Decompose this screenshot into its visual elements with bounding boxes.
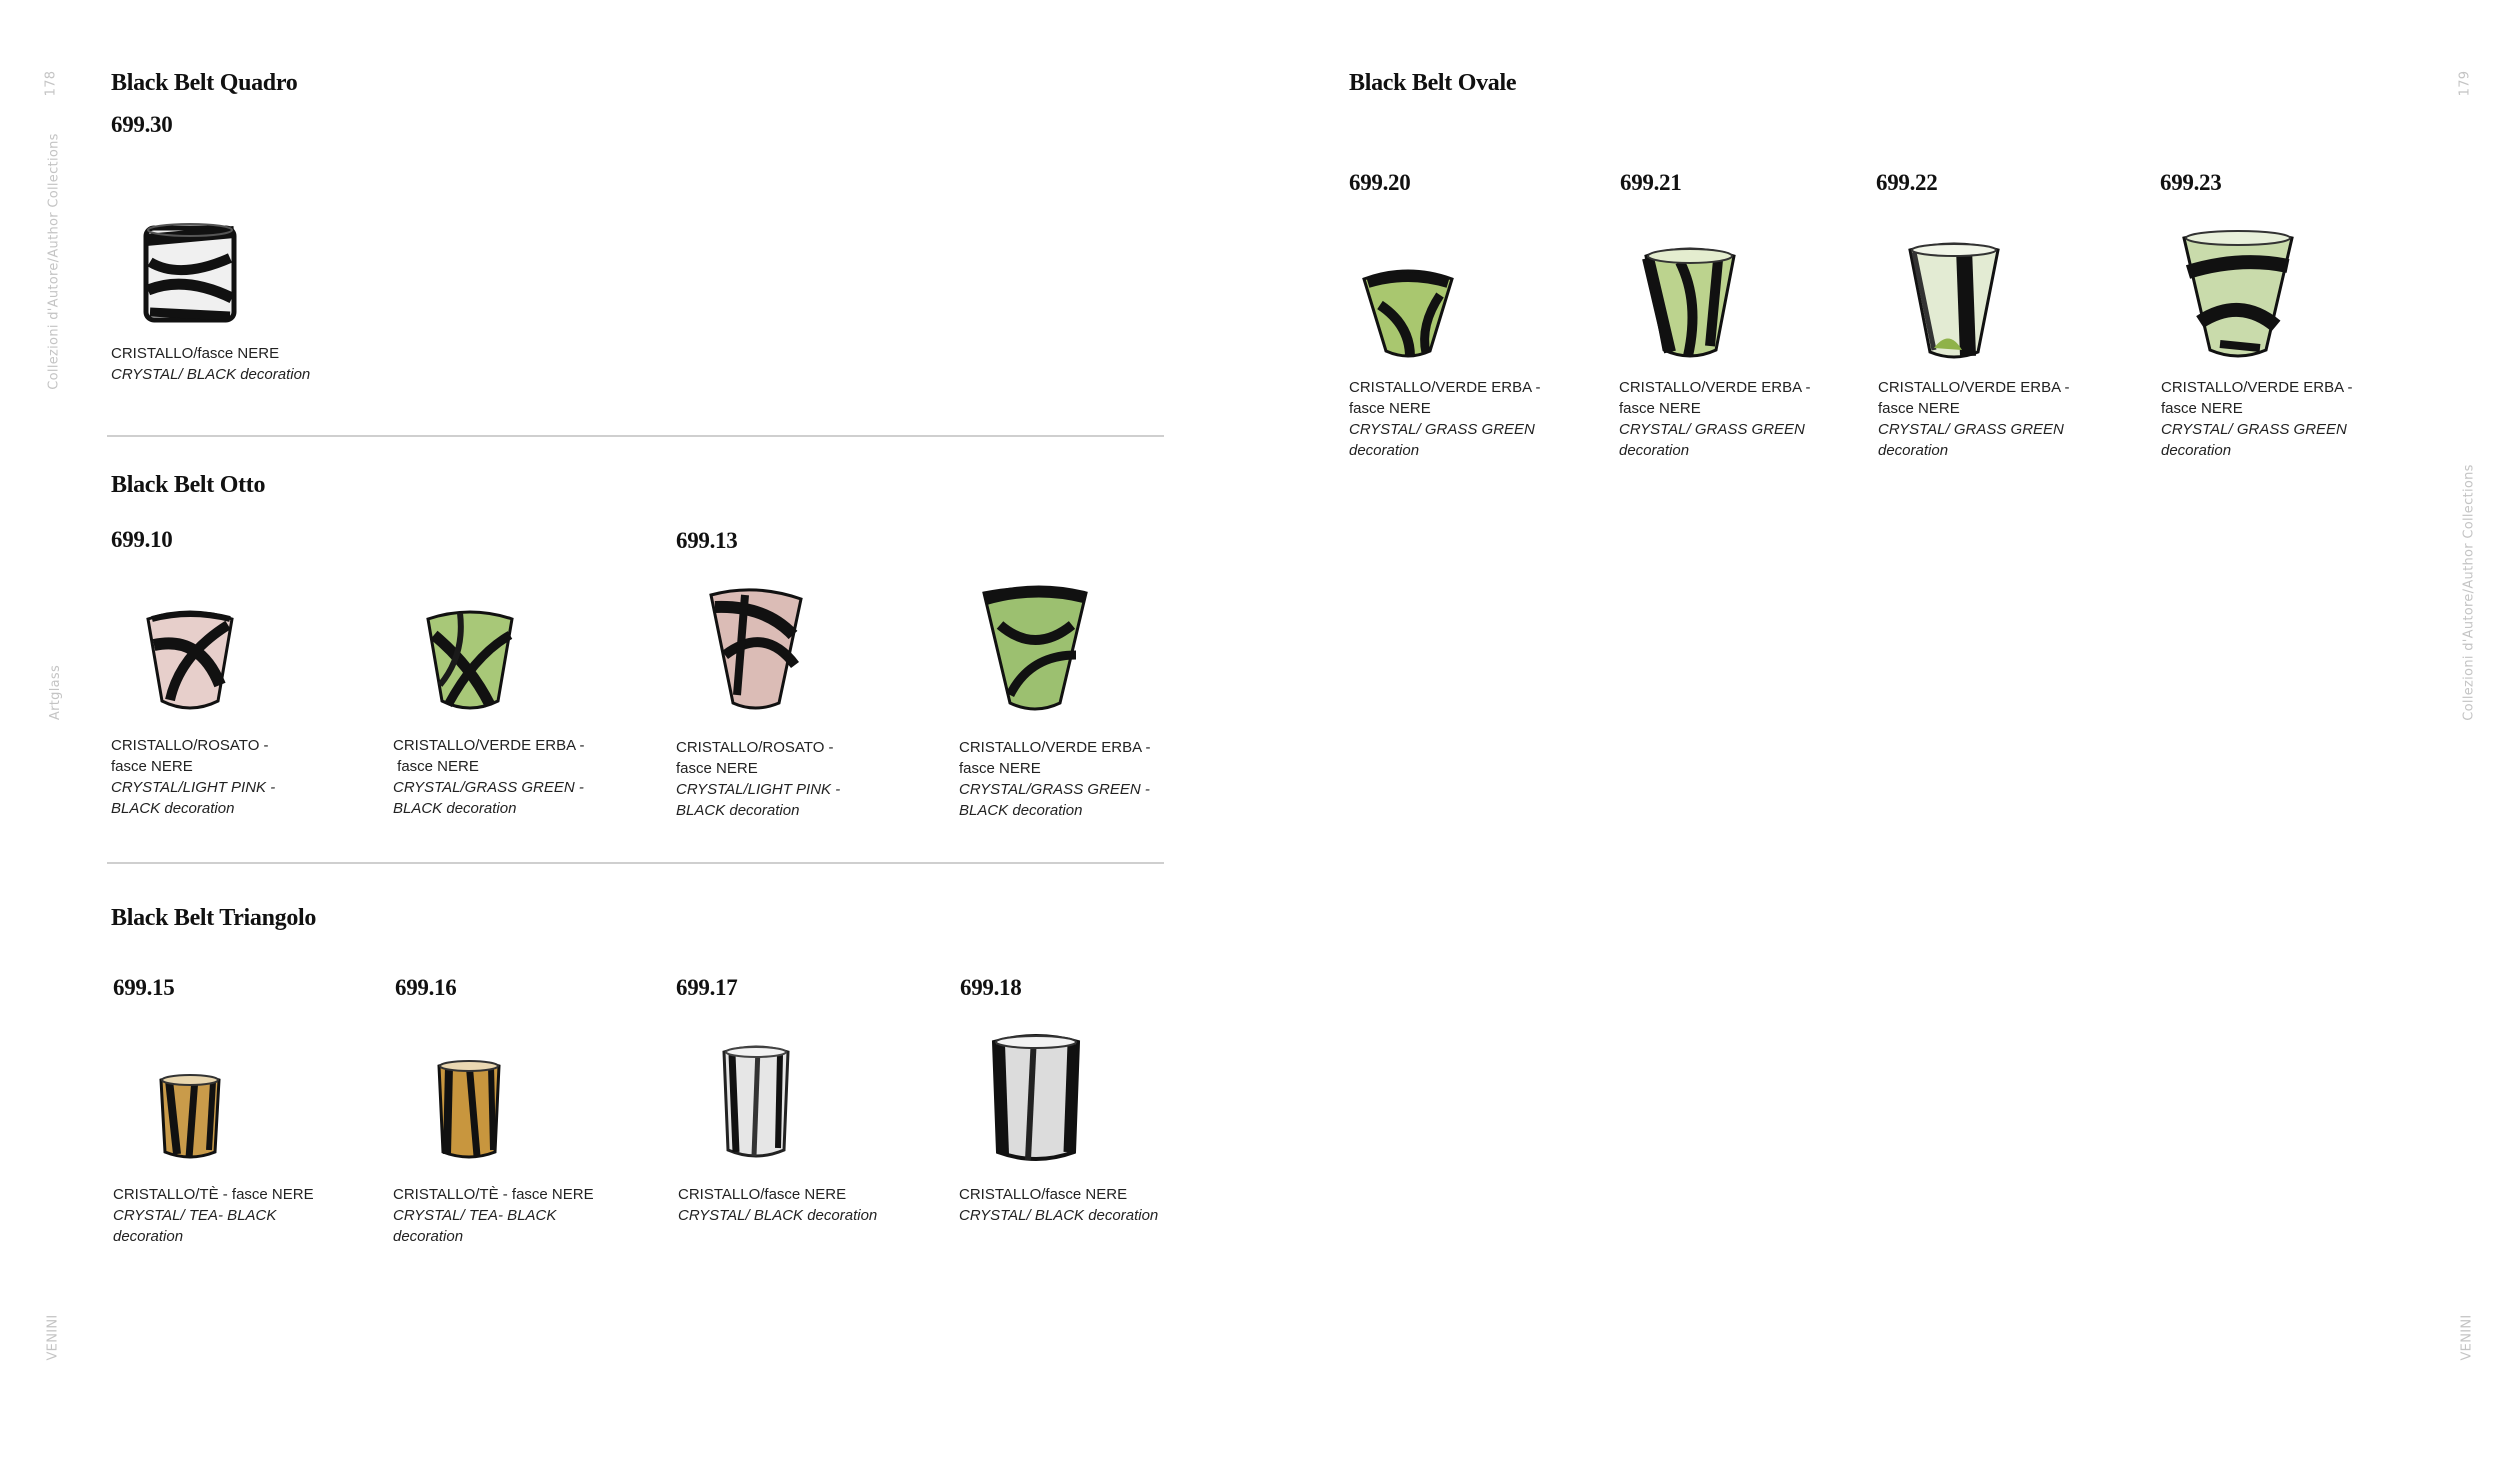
green-vase-icon [1360, 265, 1456, 361]
right-brand-label: VENINI [2459, 1314, 2475, 1361]
desc-line-en: decoration [1619, 442, 1690, 459]
desc-line-en: decoration [393, 1228, 464, 1245]
section-title-quadro: Black Belt Quadro [111, 70, 298, 96]
product-code-699-18: 699.18 [960, 975, 1022, 1000]
left-category-label: Artglass [48, 664, 64, 721]
desc-line-it: CRISTALLO/TÈ - fasce NERE [393, 1186, 594, 1203]
divider-2 [107, 862, 1164, 864]
desc-line-en: decoration [1878, 442, 1949, 459]
desc-line-it: CRISTALLO/VERDE ERBA - [2161, 379, 2353, 396]
desc-line-en: CRYSTAL/ TEA- BLACK [113, 1207, 277, 1224]
green-vase-icon [980, 585, 1090, 715]
desc-line-en: CRYSTAL/ GRASS GREEN [2161, 421, 2347, 438]
divider-1 [107, 435, 1164, 437]
pink-vase-icon [705, 585, 805, 715]
desc-line-it: CRISTALLO/fasce NERE [959, 1186, 1128, 1203]
desc-line-it: CRISTALLO/fasce NERE [111, 345, 280, 362]
product-desc-699-15 [113, 1184, 314, 1247]
product-desc-699-22 [1878, 377, 2069, 461]
desc-line-it: CRISTALLO/VERDE ERBA - [959, 739, 1151, 756]
product-desc-699-21 [1619, 377, 1810, 461]
desc-line-it: CRISTALLO/VERDE ERBA - [1878, 379, 2070, 396]
section-title-ovale: Black Belt Ovale [1349, 70, 1517, 96]
product-code-699-20: 699.20 [1349, 170, 1411, 195]
desc-line-en: decoration [2161, 442, 2232, 459]
left-brand-label: VENINI [45, 1314, 61, 1361]
desc-line-en: CRYSTAL/ BLACK decoration [959, 1207, 1159, 1224]
desc-line-en: CRYSTAL/LIGHT PINK - [111, 779, 276, 796]
desc-line-en: BLACK decoration [111, 800, 235, 817]
product-code-699-15: 699.15 [113, 975, 175, 1000]
green-vase-icon [420, 605, 520, 715]
desc-line-en: BLACK decoration [393, 800, 517, 817]
product-code-699-30: 699.30 [111, 112, 173, 137]
desc-line-it: fasce NERE [393, 758, 479, 775]
product-desc-699-20 [1349, 377, 1540, 461]
desc-line-it: fasce NERE [111, 758, 193, 775]
product-desc-otto-4 [959, 737, 1150, 821]
desc-line-it: CRISTALLO/TÈ - fasce NERE [113, 1186, 314, 1203]
product-desc-699-16 [393, 1184, 594, 1247]
green-vase-icon [2180, 226, 2296, 362]
desc-line-en: CRYSTAL/ TEA- BLACK [393, 1207, 557, 1224]
tea-vase-icon [433, 1058, 505, 1162]
product-desc-699-18 [959, 1184, 1158, 1226]
desc-line-en: decoration [1349, 442, 1420, 459]
product-code-699-13: 699.13 [676, 528, 738, 553]
clear-vase-icon [718, 1042, 794, 1162]
right-page-number: 179 [2457, 70, 2473, 97]
desc-line-it: CRISTALLO/VERDE ERBA - [1619, 379, 1811, 396]
desc-line-it: fasce NERE [1878, 400, 1960, 417]
desc-line-it: fasce NERE [2161, 400, 2243, 417]
pink-vase-icon [140, 605, 240, 715]
desc-line-en: CRYSTAL/ GRASS GREEN [1349, 421, 1535, 438]
left-collection-label: Collezioni d'Autore/Author Collections [46, 133, 62, 390]
right-collection-label: Collezioni d'Autore/Author Collections [2461, 464, 2477, 721]
desc-line-en: CRYSTAL/GRASS GREEN - [959, 781, 1150, 798]
desc-line-it: CRISTALLO/VERDE ERBA - [1349, 379, 1541, 396]
product-desc-otto-1 [111, 735, 275, 819]
desc-line-it: fasce NERE [1619, 400, 1701, 417]
product-code-699-23: 699.23 [2160, 170, 2222, 195]
product-desc-otto-3 [676, 737, 840, 821]
desc-line-it: fasce NERE [959, 760, 1041, 777]
desc-line-en: decoration [113, 1228, 184, 1245]
desc-line-it: fasce NERE [1349, 400, 1431, 417]
product-code-699-10: 699.10 [111, 527, 173, 552]
product-desc-otto-2 [393, 735, 584, 819]
product-desc-699-30 [111, 343, 310, 385]
product-desc-699-17 [678, 1184, 877, 1226]
desc-line-it: fasce NERE [676, 760, 758, 777]
desc-line-it: CRISTALLO/fasce NERE [678, 1186, 847, 1203]
desc-line-en: CRYSTAL/GRASS GREEN - [393, 779, 584, 796]
tea-vase-icon [155, 1072, 225, 1162]
product-code-699-16: 699.16 [395, 975, 457, 1000]
green-vase-icon [1904, 238, 2004, 362]
green-vase-icon [1640, 242, 1740, 362]
desc-line-it: CRISTALLO/VERDE ERBA - [393, 737, 585, 754]
desc-line-en: BLACK decoration [959, 802, 1083, 819]
desc-line-en: CRYSTAL/ GRASS GREEN [1619, 421, 1805, 438]
desc-line-en: CRYSTAL/ BLACK decoration [678, 1207, 878, 1224]
desc-line-en: CRYSTAL/LIGHT PINK - [676, 781, 841, 798]
left-page-number: 178 [43, 70, 59, 97]
product-code-699-22: 699.22 [1876, 170, 1938, 195]
desc-line-it: CRISTALLO/ROSATO - [676, 739, 834, 756]
square-vase-icon [140, 220, 240, 325]
product-code-699-21: 699.21 [1620, 170, 1682, 195]
product-code-699-17: 699.17 [676, 975, 738, 1000]
clear-vase-icon [988, 1030, 1084, 1166]
desc-line-en: CRYSTAL/ BLACK decoration [111, 366, 311, 383]
section-title-otto: Black Belt Otto [111, 472, 266, 498]
desc-line-en: CRYSTAL/ GRASS GREEN [1878, 421, 2064, 438]
desc-line-it: CRISTALLO/ROSATO - [111, 737, 269, 754]
product-desc-699-23 [2161, 377, 2352, 461]
section-title-triangolo: Black Belt Triangolo [111, 905, 317, 931]
desc-line-en: BLACK decoration [676, 802, 800, 819]
